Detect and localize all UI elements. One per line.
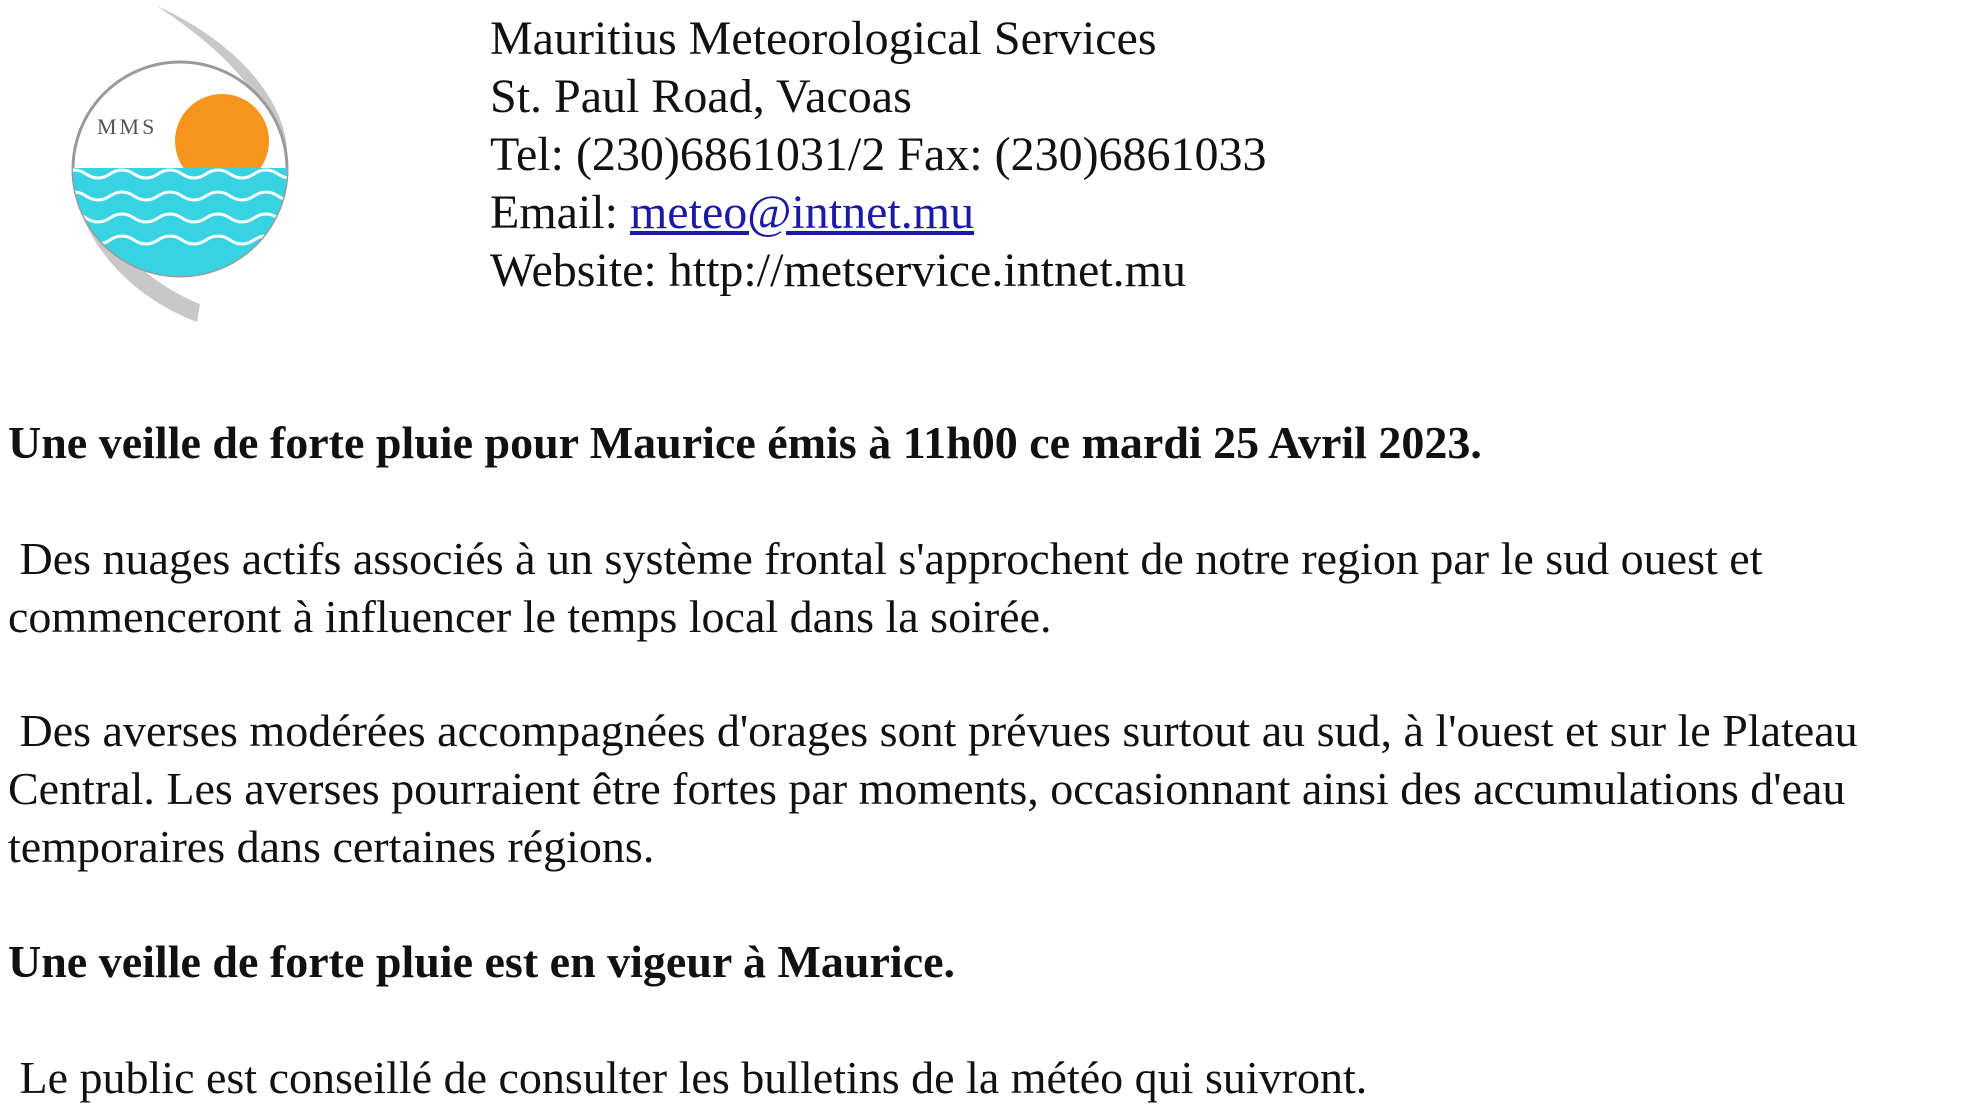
paragraph-2 (8, 702, 1958, 876)
email-label: Email: (490, 186, 630, 239)
website: Website: http://metservice.intnet.mu (490, 244, 1186, 297)
bulletin-headline (8, 414, 1958, 472)
mms-logo (62, 4, 302, 324)
warning (8, 933, 1958, 991)
advice (8, 1049, 1958, 1107)
advice-text: Le public est conseillé de consulter les bulletins de la météo qui suivront. (8, 1052, 1368, 1103)
contact-header (490, 10, 1267, 300)
address: St. Paul Road, Vacoas (490, 70, 912, 123)
paragraph-1 (8, 530, 1958, 646)
org-name: Mauritius Meteorological Services (490, 12, 1157, 65)
paragraph-2-text: Des averses modérées accompagnées d'orages sont prévues surtout au sud, à l'ouest et sur le Plateau Central. Les averses pourraient être fortes par moments, occasionnant ainsi des accumulations d'eau temporaires dans certaines régions. (8, 705, 1870, 872)
phone-fax: Tel: (230)6861031/2 Fax: (230)6861033 (490, 128, 1267, 181)
warning-text: Une veille de forte pluie est en vigeur à Maurice. (8, 936, 956, 987)
email-line (490, 184, 1267, 242)
headline-text: Une veille de forte pluie pour Maurice émis à 11h00 ce mardi 25 Avril 2023. (8, 417, 1482, 468)
paragraph-1-text: Des nuages actifs associés à un système frontal s'approchent de notre region par le sud ouest et commenceront à influencer le temps local dans la soirée. (8, 533, 1774, 642)
email-link[interactable]: meteo@intnet.mu (629, 186, 975, 239)
sea-icon (62, 168, 302, 288)
logo-text: MMS (97, 114, 158, 139)
